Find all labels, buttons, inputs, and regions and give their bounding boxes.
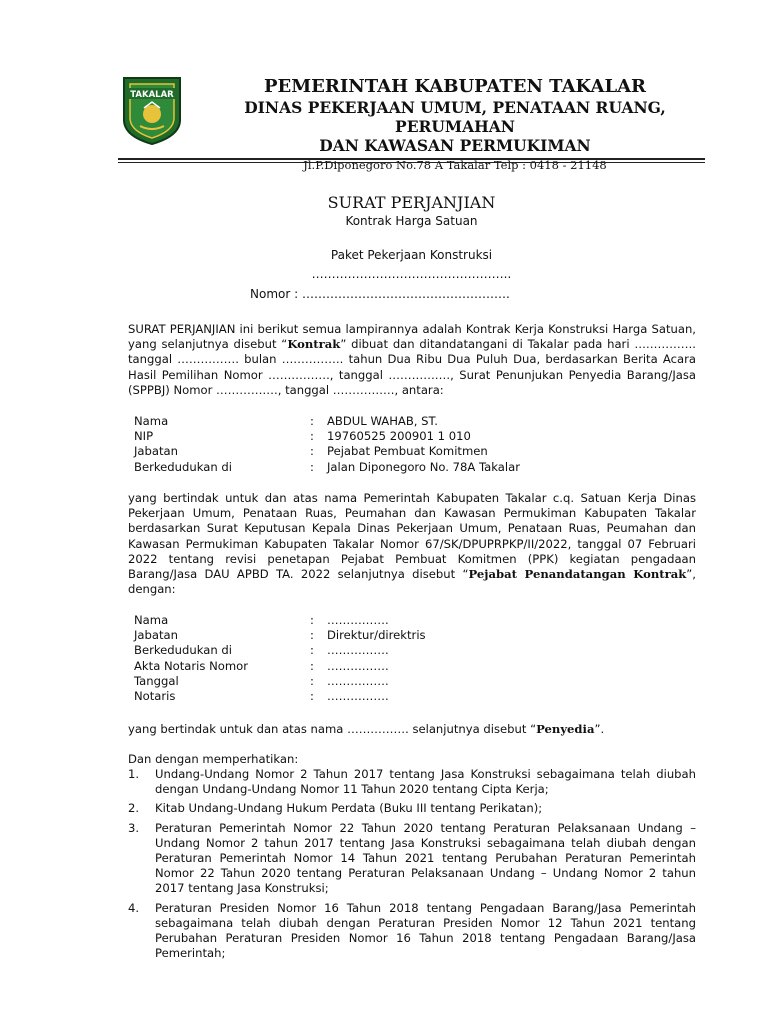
letterhead-rule-thick xyxy=(118,158,705,160)
government-name: PEMERINTAH KABUPATEN TAKALAR xyxy=(263,76,647,97)
list-item: 1. Undang-Undang Nomor 2 Tahun 2017 tentang Jasa Konstruksi sebagaimana telah diubah dengan Undang-Undang Nomor 11 Tahun 2020 tentang Cipta Kerja; xyxy=(128,767,696,797)
considering-list xyxy=(128,767,696,965)
letterhead-rule-thin xyxy=(118,162,705,163)
list-item: 2. Kitab Undang-Undang Hukum Perdata (Buku III tentang Perikatan); xyxy=(128,801,543,816)
table-row: Tanggal : ……………. xyxy=(134,673,389,688)
first-party-table xyxy=(134,414,520,475)
kontrak-term: Kontrak xyxy=(287,337,341,352)
document-title: SURAT PERJANJIAN xyxy=(327,193,496,212)
ppk-term: Pejabat Penandatangan Kontrak xyxy=(468,567,687,582)
document-number: Nomor : ……………………………………………. xyxy=(250,287,510,301)
table-row: Berkedudukan di : ……………. xyxy=(134,643,389,658)
penyedia-term: Penyedia xyxy=(536,722,595,736)
table-row: Nama : ……………. xyxy=(134,613,389,627)
table-row: NIP : 19760525 200901 1 010 xyxy=(134,429,471,444)
takalar-emblem-logo xyxy=(118,74,186,146)
agency-name-line1: DINAS PEKERJAAN UMUM, PENATAAN RUANG, PERUMAHAN xyxy=(244,98,666,136)
agency-name-line2: DAN KAWASAN PERMUKIMAN xyxy=(319,136,591,155)
package-name-placeholder: ………………………………………….. xyxy=(311,267,512,281)
table-row: Nama : ABDUL WAHAB, ST. xyxy=(134,414,438,428)
list-item: 4. Peraturan Presiden Nomor 16 Tahun 2018 tentang Pengadaan Barang/Jasa Pemerintah sebagaimana telah diubah dengan Peraturan Presiden Nomor 12 Tahun 2021 tentang Perubahan Peraturan Presiden Nomor 16 Tahun 2018 tentang Pengadaan Barang/Jasa Pemerintah; xyxy=(128,900,696,961)
package-label: Paket Pekerjaan Konstruksi xyxy=(330,248,493,262)
table-row: Akta Notaris Nomor : ……………. xyxy=(134,658,389,673)
second-party-table xyxy=(134,613,426,704)
table-row: Berkedudukan di : Jalan Diponegoro No. 78A Takalar xyxy=(134,459,520,474)
logo-text: TAKALAR xyxy=(130,90,174,100)
table-row: Jabatan : Pejabat Pembuat Komitmen xyxy=(134,444,488,459)
opening-paragraph: SURAT PERJANJIAN ini berikut semua lampirannya adalah Kontrak Kerja Konstruksi Harga Satuan, yang selanjutnya disebut “Kontrak” dibuat dan ditandatangani di Takalar pada hari ……………. tanggal ……………. bulan ……………. tahun Dua Ribu Dua Puluh Dua, berdasarkan Berita Acara Hasil Pemilihan Nomor ……………., tanggal ……………., Surat Penunjukan Penyedia Barang/Jasa (SPPBJ) Nomor ……………., tanggal ……………., antara: xyxy=(128,322,696,397)
second-party-paragraph: yang bertindak untuk dan atas nama ……………. selanjutnya disebut “Penyedia”. xyxy=(128,722,605,736)
table-row: Jabatan : Direktur/direktris xyxy=(134,628,426,643)
agency-address: Jl.P.Diponegoro No.78 A Takalar Telp : 0418 - 21148 xyxy=(303,158,607,172)
considering-heading: Dan dengan memperhatikan: xyxy=(128,752,299,766)
list-item: 3. Peraturan Pemerintah Nomor 22 Tahun 2020 tentang Peraturan Pelaksanaan Undang – Undang Nomor 2 tahun 2017 tentang Jasa Konstruksi sebagaimana telah diubah dengan Peraturan Pemerintah Nomor 14 Tahun 2021 tentang Perubahan Peraturan Pemerintah Nomor 22 Tahun 2020 tentang Peraturan Pelaksanaan Undang – Undang Nomor 2 tahun 2017 tentang Jasa Konstruksi; xyxy=(128,820,696,896)
first-party-paragraph: yang bertindak untuk dan atas nama Pemerintah Kabupaten Takalar c.q. Satuan Kerja Dinas Pekerjaan Umum, Penataan Ruas, Peumahan dan Kawasan Permukiman Kabupaten Takalar berdasarkan Surat Keputusan Kepala Dinas Pekerjaan Umum, Penataan Ruas, Peumahan dan Kawasan Permukiman Kabupaten Takalar Nomor 67/SK/DPUPRPKP/II/2022, tanggal 07 Februari 2022 tentang revisi penetapan Pejabat Pembuat Komitmen (PPK) kegiatan pengadaan Barang/Jasa DAU APBD TA. 2022 selanjutnya disebut “Pejabat Penandatangan Kontrak”, dengan: xyxy=(128,491,696,597)
document-subtitle: Kontrak Harga Satuan xyxy=(345,214,478,228)
table-row: Notaris : ……………. xyxy=(134,689,389,704)
